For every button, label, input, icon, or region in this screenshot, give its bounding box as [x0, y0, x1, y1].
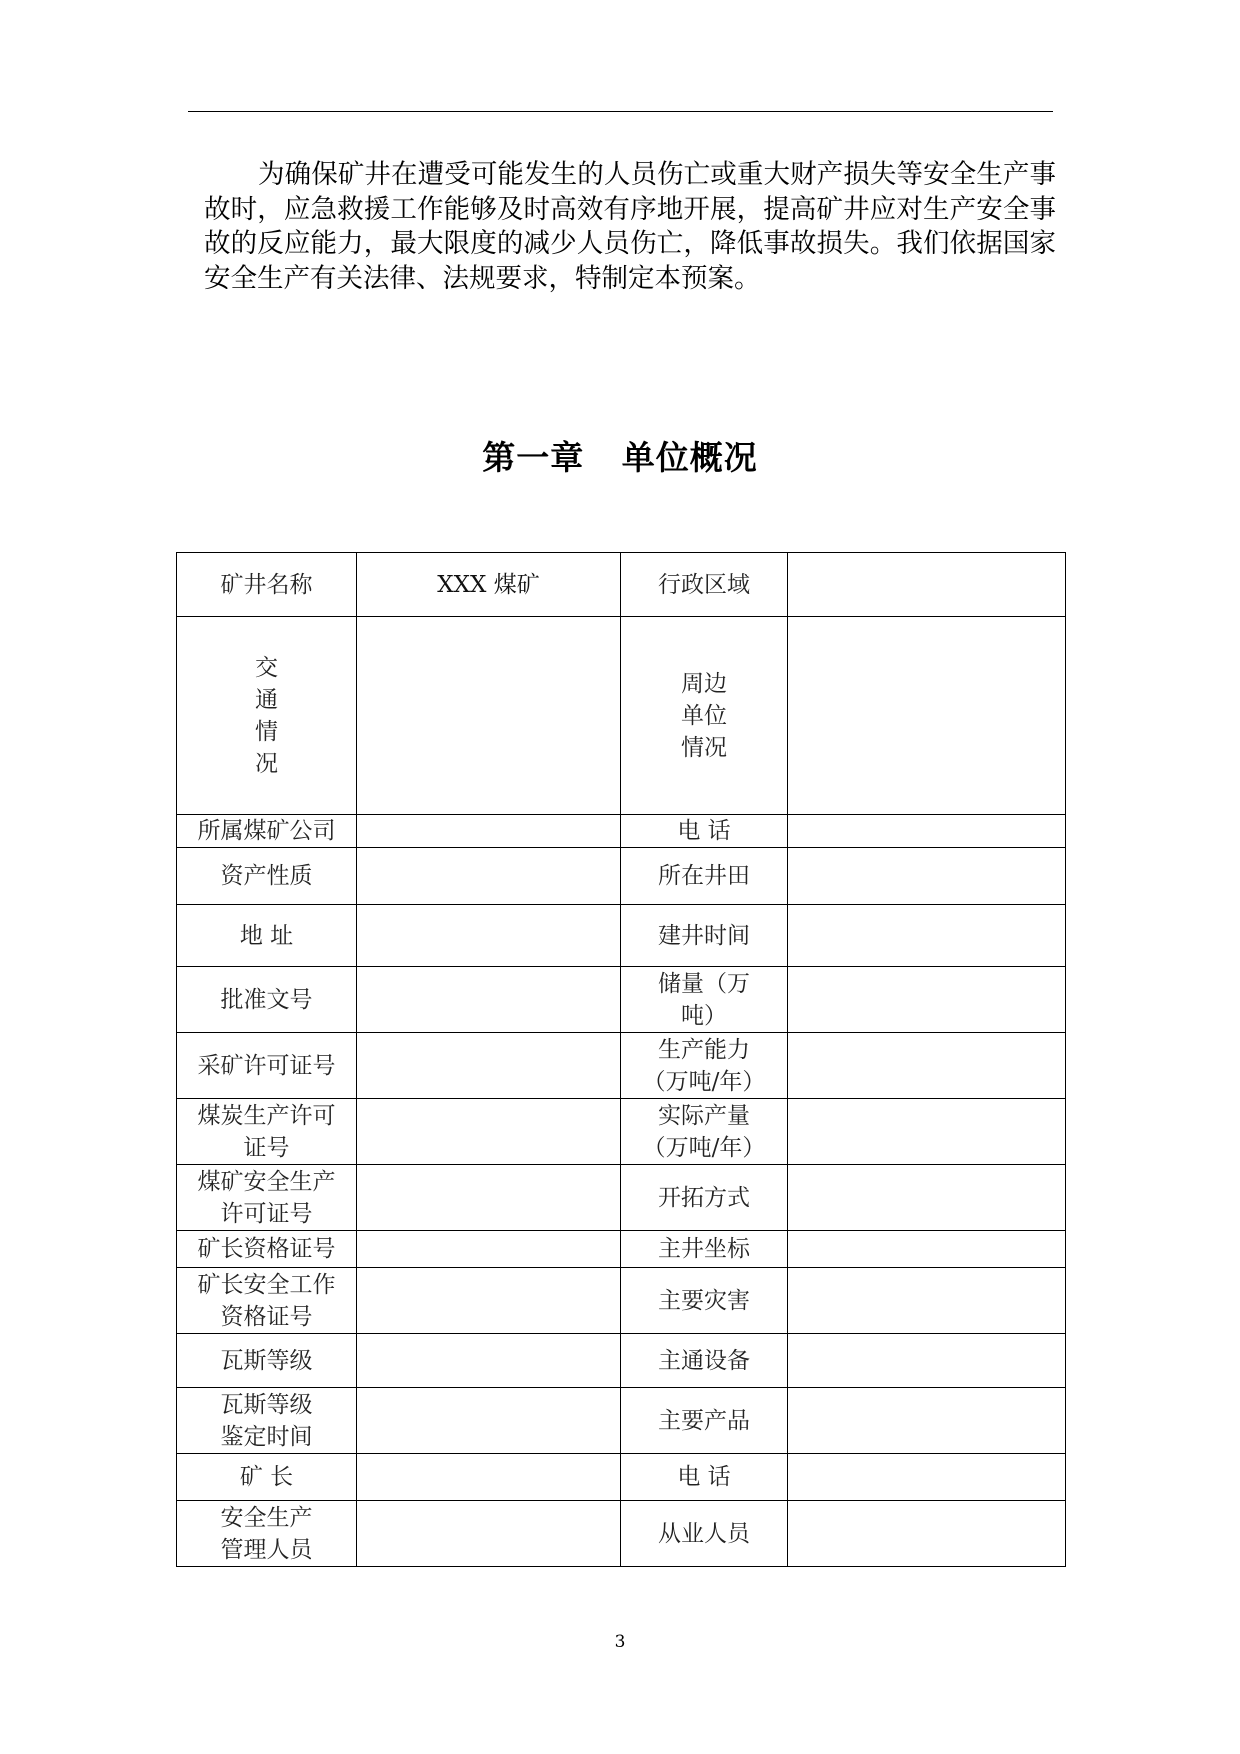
field-label-right: 电 话: [621, 1454, 788, 1501]
field-value-right: [788, 1501, 1066, 1567]
table-row: [177, 848, 1066, 905]
table-row: [177, 1033, 1066, 1099]
field-label-right: 主井坐标: [621, 1231, 788, 1268]
field-label-right: 开拓方式: [621, 1165, 788, 1231]
field-value-right: [788, 1388, 1066, 1454]
field-value-left: [357, 905, 621, 967]
table-row: [177, 617, 1066, 815]
intro-paragraph: 为确保矿井在遭受可能发生的人员伤亡或重大财产损失等安全生产事故时，应急救援工作能够及时高效有序地开展，提高矿井应对生产安全事故的反应能力，最大限度的减少人员伤亡，降低事故损失。我们依据国家安全生产有关法律、法规要求，特制定本预案。: [204, 159, 1056, 294]
field-value-left: [357, 967, 621, 1033]
field-label-right: 主通设备: [621, 1334, 788, 1388]
table-row: [177, 1388, 1066, 1454]
field-label-left: 矿长资格证号: [177, 1231, 357, 1268]
table-row: [177, 1268, 1066, 1334]
field-value-left: [357, 1334, 621, 1388]
field-label-right: 行政区域: [621, 553, 788, 617]
field-label-left: 安全生产 管理人员: [177, 1501, 357, 1567]
field-label-left: 矿井名称: [177, 553, 357, 617]
field-value-right: [788, 1454, 1066, 1501]
field-value-right: [788, 1099, 1066, 1165]
field-label-right: 所在井田: [621, 848, 788, 905]
field-value-left: [357, 1454, 621, 1501]
field-label-left: 所属煤矿公司: [177, 815, 357, 848]
table-row: [177, 905, 1066, 967]
field-value-right: [788, 617, 1066, 815]
field-value-right: [788, 905, 1066, 967]
page-number: 3: [614, 1632, 626, 1652]
field-label-left: 矿长安全工作 资格证号: [177, 1268, 357, 1334]
field-label-left: 矿 长: [177, 1454, 357, 1501]
field-label-right: 主要产品: [621, 1388, 788, 1454]
field-value-left: [357, 1388, 621, 1454]
mine-info-table-body: [177, 553, 1066, 1567]
field-value-right: [788, 1033, 1066, 1099]
field-value-right: [788, 1334, 1066, 1388]
field-value-left: [357, 1165, 621, 1231]
chapter-title: 第一章 单位概况: [482, 438, 758, 477]
table-row: [177, 1231, 1066, 1268]
header-rule: [188, 111, 1053, 112]
table-row: [177, 1165, 1066, 1231]
field-label-left: 资产性质: [177, 848, 357, 905]
table-row: [177, 1099, 1066, 1165]
table-row: [177, 815, 1066, 848]
table-row: [177, 1454, 1066, 1501]
field-label-left: 煤炭生产许可 证号: [177, 1099, 357, 1165]
field-value-right: [788, 553, 1066, 617]
field-value-right: [788, 848, 1066, 905]
field-label-right: 生产能力 （万吨/年）: [621, 1033, 788, 1099]
field-value-right: [788, 1165, 1066, 1231]
field-value-left: [357, 617, 621, 815]
field-value-left: [357, 1501, 621, 1567]
field-label-left: 交 通 情 况: [177, 617, 357, 815]
field-value-left: [357, 1231, 621, 1268]
field-label-left: 地 址: [177, 905, 357, 967]
field-label-right: 周边 单位 情况: [621, 617, 788, 815]
field-label-left: 批准文号: [177, 967, 357, 1033]
field-value-right: [788, 967, 1066, 1033]
field-label-left: 煤矿安全生产 许可证号: [177, 1165, 357, 1231]
field-value-right: [788, 1231, 1066, 1268]
field-label-left: 瓦斯等级: [177, 1334, 357, 1388]
field-label-right: 电 话: [621, 815, 788, 848]
table-row: [177, 1501, 1066, 1567]
field-label-right: 主要灾害: [621, 1268, 788, 1334]
mine-info-table: [176, 552, 1066, 1567]
field-value-left: [357, 848, 621, 905]
table-row: [177, 1334, 1066, 1388]
field-label-right: 储量（万 吨）: [621, 967, 788, 1033]
table-row: [177, 967, 1066, 1033]
field-value-right: [788, 1268, 1066, 1334]
field-label-right: 建井时间: [621, 905, 788, 967]
field-value-left: [357, 815, 621, 848]
field-value-left: [357, 1033, 621, 1099]
field-label-right: 实际产量 （万吨/年）: [621, 1099, 788, 1165]
field-label-left: 瓦斯等级 鉴定时间: [177, 1388, 357, 1454]
table-row: [177, 553, 1066, 617]
field-label-right: 从业人员: [621, 1501, 788, 1567]
field-value-left: XXX 煤矿: [357, 553, 621, 617]
field-value-left: [357, 1268, 621, 1334]
field-value-right: [788, 815, 1066, 848]
field-value-left: [357, 1099, 621, 1165]
field-label-left: 采矿许可证号: [177, 1033, 357, 1099]
